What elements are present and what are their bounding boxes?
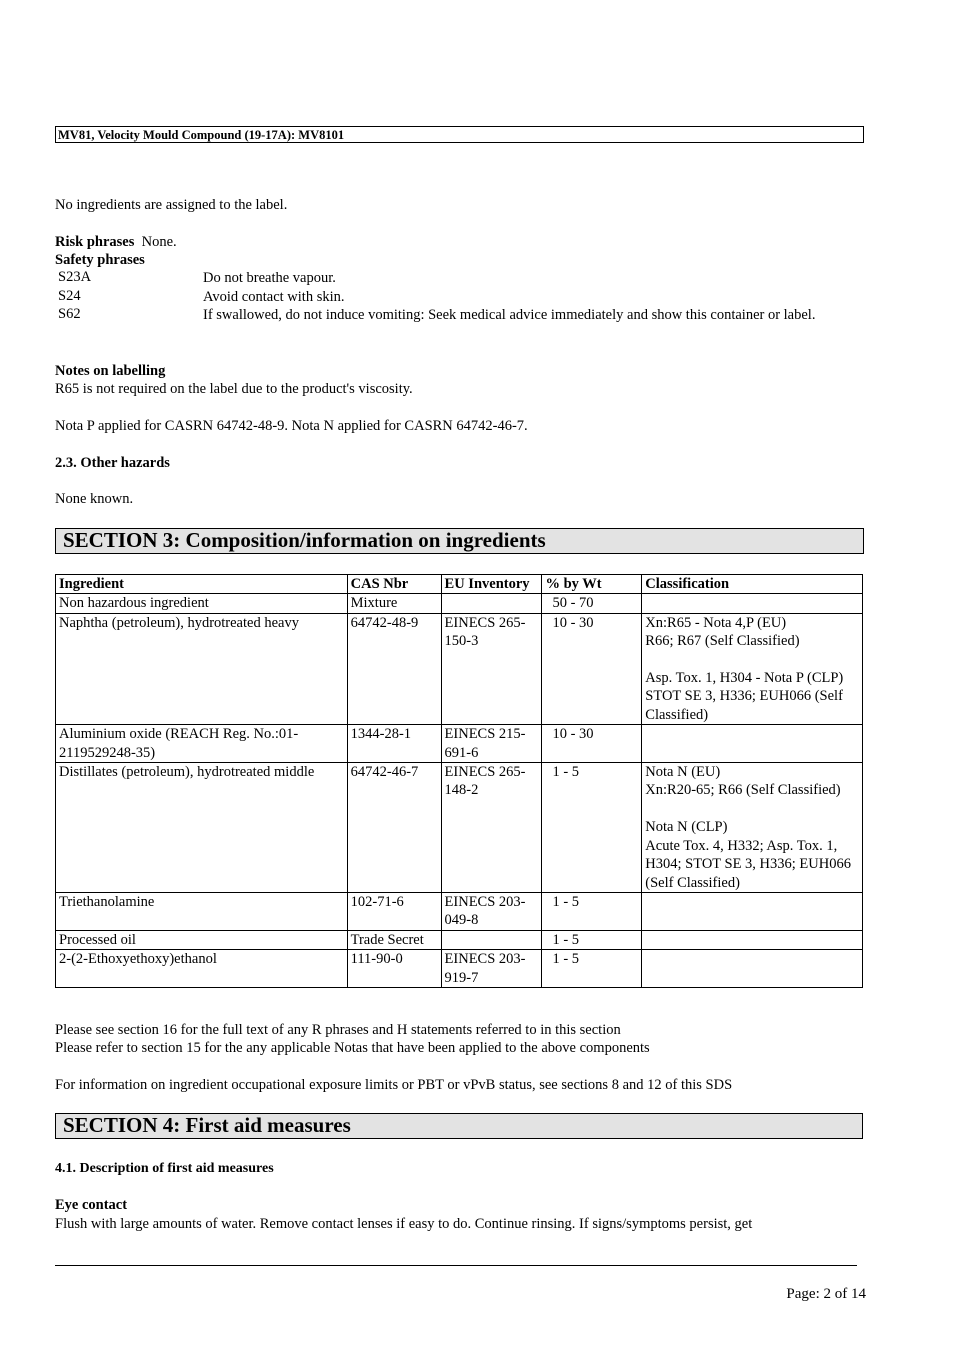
table-row [56,930,863,949]
ingredients-body [56,594,863,988]
table-row [56,594,863,613]
risk-phrases [55,233,177,251]
column-header: Ingredient [56,575,348,594]
section3-note-2: Please refer to section 15 for the any applicable Notas that have been applied to the above components [55,1040,650,1056]
section4-title: SECTION 4: First aid measures [55,1113,863,1139]
section4-subheading: 4.1. Description of first aid measures [55,1161,274,1176]
eu-inventory-cell: EINECS 215-691-6 [441,725,542,763]
classification-cell: Xn:R65 - Nota 4,P (EU) R66; R67 (Self Classified) Asp. Tox. 1, H304 - Nota P (CLP) STOT SE 3, H336; EUH066 (Self Classified) [642,613,863,724]
classification-cell [642,930,863,949]
footer-divider [55,1265,857,1266]
eu-inventory-cell: EINECS 203-919-7 [441,950,542,988]
section3-note-1: Please see section 16 for the full text of any R phrases and H statements referred to in this section [55,1022,621,1038]
page-number: Page: 2 of 14 [786,1286,866,1302]
classification-cell [642,892,863,930]
eu-inventory-cell: EINECS 203-049-8 [441,892,542,930]
cas-cell: Mixture [347,594,441,613]
eye-contact-heading: Eye contact [55,1197,128,1213]
section3-title: SECTION 3: Composition/information on ingredients [55,528,864,554]
label-note: No ingredients are assigned to the label. [55,197,288,213]
safety-code: S23A [58,269,92,285]
cas-cell: Trade Secret [347,930,441,949]
ingredient-cell: Aluminium oxide (REACH Reg. No.:01-2119529248-35) [56,725,348,763]
percent-cell: 10 - 30 [542,725,642,763]
table-row [56,950,863,988]
safety-code: S62 [58,306,81,322]
safety-text: Avoid contact with skin. [203,289,345,305]
table-header-row [56,575,863,594]
table-row [56,892,863,930]
other-hazards-heading: 2.3. Other hazards [55,455,170,471]
labelling-note-2: Nota P applied for CASRN 64742-48-9. Nota N applied for CASRN 64742-46-7. [55,418,528,434]
column-header: % by Wt [542,575,642,594]
percent-cell: 1 - 5 [542,892,642,930]
eye-contact-text: Flush with large amounts of water. Remove contact lenses if easy to do. Continue rinsing. If signs/symptoms persist, get [55,1216,753,1232]
percent-cell: 1 - 5 [542,950,642,988]
ingredient-cell: Triethanolamine [56,892,348,930]
percent-cell: 50 - 70 [542,594,642,613]
cas-cell: 102-71-6 [347,892,441,930]
eu-inventory-cell: EINECS 265-148-2 [441,763,542,893]
classification-cell [642,950,863,988]
percent-cell: 1 - 5 [542,763,642,893]
eu-inventory-cell [441,930,542,949]
safety-text: If swallowed, do not induce vomiting: Seek medical advice immediately and show this container or label. [203,307,816,323]
safety-code: S24 [58,288,81,304]
column-header: CAS Nbr [347,575,441,594]
ingredient-cell: Naphtha (petroleum), hydrotreated heavy [56,613,348,724]
cas-cell: 111-90-0 [347,950,441,988]
cas-cell: 64742-48-9 [347,613,441,724]
section3-note-3: For information on ingredient occupational exposure limits or PBT or vPvB status, see sections 8 and 12 of this SDS [55,1077,733,1093]
ingredient-cell: Non hazardous ingredient [56,594,348,613]
cas-cell: 64742-46-7 [347,763,441,893]
percent-cell: 10 - 30 [542,613,642,724]
other-hazards-text: None known. [55,491,134,507]
classification-cell [642,594,863,613]
table-row [56,725,863,763]
safety-text: Do not breathe vapour. [203,270,336,286]
column-header: Classification [642,575,863,594]
risk-phrases-value: None. [141,234,177,250]
labelling-note-1: R65 is not required on the label due to the product's viscosity. [55,381,413,397]
ingredients-table [55,574,863,988]
ingredient-cell: 2-(2-Ethoxyethoxy)ethanol [56,950,348,988]
eu-inventory-cell [441,594,542,613]
labelling-notes-heading: Notes on labelling [55,363,166,379]
risk-phrases-label: Risk phrases [55,234,135,250]
ingredient-cell: Processed oil [56,930,348,949]
cas-cell: 1344-28-1 [347,725,441,763]
ingredient-cell: Distillates (petroleum), hydrotreated middle [56,763,348,893]
classification-cell [642,725,863,763]
table-row [56,613,863,724]
column-header: EU Inventory [441,575,542,594]
percent-cell: 1 - 5 [542,930,642,949]
product-title-header: MV81, Velocity Mould Compound (19-17A): MV8101 [55,126,864,143]
eu-inventory-cell: EINECS 265-150-3 [441,613,542,724]
table-row [56,763,863,893]
safety-phrases-label: Safety phrases [55,252,145,268]
classification-cell: Nota N (EU) Xn:R20-65; R66 (Self Classified) Nota N (CLP) Acute Tox. 4, H332; Asp. Tox. 1, H304; STOT SE 3, H336; EUH066 (Self Classified) [642,763,863,893]
